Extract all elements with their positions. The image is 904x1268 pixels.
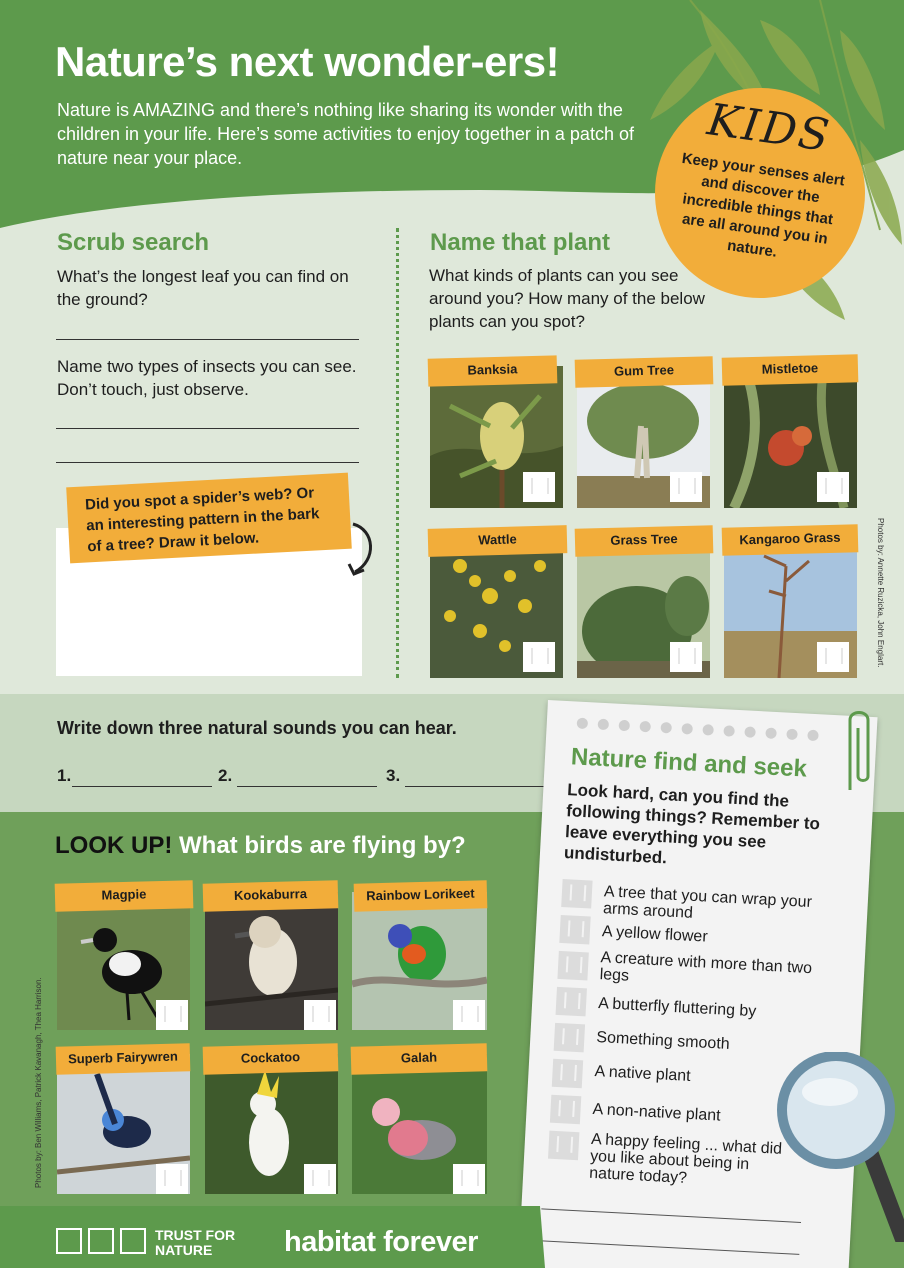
plant-label: Kangaroo Grass: [722, 524, 859, 556]
find-item: A butterfly fluttering by: [597, 995, 757, 1021]
bird-label: Magpie: [55, 880, 194, 912]
find-item: A yellow flower: [601, 923, 709, 946]
photo-watermark: [156, 1000, 188, 1030]
photo-watermark: [817, 472, 849, 502]
answer-line[interactable]: [56, 339, 359, 340]
bird-label: Cockatoo: [203, 1043, 339, 1075]
checkbox[interactable]: [554, 1023, 585, 1053]
name-that-plant-heading: Name that plant: [430, 229, 611, 256]
find-and-seek-heading: Nature find and seek: [570, 743, 808, 783]
photo-watermark: [453, 1000, 485, 1030]
find-item: A happy feeling ... what did you like about being in nature today?: [588, 1130, 783, 1187]
find-item: A creature with more than two legs: [599, 949, 813, 985]
kids-badge-word: KIDS: [704, 94, 834, 162]
bird-label: Rainbow Lorikeet: [354, 880, 488, 911]
paperclip-icon: [840, 706, 876, 796]
trust-for-nature-logo: [155, 1228, 235, 1258]
plant-label: Wattle: [428, 525, 568, 557]
photo-watermark: [670, 642, 702, 672]
tfn-logo-tile: [56, 1228, 82, 1254]
sound-label-1: 1.: [57, 766, 72, 785]
bird-label: Superb Fairywren: [56, 1043, 191, 1074]
notepad-holes: [576, 716, 829, 747]
tfn-logo-line-1: TRUST FOR: [155, 1227, 236, 1243]
habitat-forever-logo: habitat forever: [284, 1226, 478, 1258]
sounds-question: Write down three natural sounds you can hear.: [57, 718, 457, 738]
find-item: Something smooth: [595, 1029, 731, 1053]
sound-label-3: 3.: [386, 766, 401, 785]
look-up-label: LOOK UP!: [55, 832, 173, 859]
plant-card-banksia: [430, 366, 563, 508]
find-item: A non-native plant: [592, 1100, 721, 1125]
scrub-search-question-2: Name two types of insects you can see. Don’t touch, just observe.: [57, 357, 357, 399]
section-divider: [396, 228, 399, 678]
checkbox[interactable]: [552, 1059, 583, 1089]
plant-card-mistletoe: [724, 366, 857, 508]
scrub-search-heading: Scrub search: [57, 229, 210, 256]
tfn-logo-tile: [120, 1228, 146, 1254]
checkbox[interactable]: [561, 879, 592, 909]
checkbox[interactable]: [559, 915, 590, 945]
find-item: A native plant: [594, 1062, 692, 1085]
find-item: A tree that you can wrap your arms around: [602, 883, 813, 922]
photo-watermark: [304, 1000, 336, 1030]
plant-photo-credit: Photos by: Annette Ruzicka, John Englart.: [876, 518, 885, 668]
bird-label: Kookaburra: [203, 880, 339, 912]
checkbox[interactable]: [550, 1095, 581, 1125]
plant-card-kangaroo-grass: [724, 536, 857, 678]
checkbox[interactable]: [548, 1131, 579, 1161]
sound-label-2: 2.: [218, 766, 233, 785]
bird-card-superb-fairywren: [57, 1054, 190, 1194]
plant-card-wattle: [430, 536, 563, 678]
bird-label: Galah: [351, 1043, 488, 1075]
spider-web-note: Did you spot a spider’s web? Or an interesting pattern in the bark of a tree? Draw it below.: [66, 473, 352, 564]
plant-card-grass-tree: [577, 536, 710, 678]
name-that-plant-question: What kinds of plants can you see around you? How many of the below plants can you spot?: [429, 266, 705, 331]
tfn-logo-line-2: NATURE: [155, 1242, 213, 1258]
photo-watermark: [523, 642, 555, 672]
answer-line[interactable]: [56, 462, 359, 463]
photo-watermark: [670, 472, 702, 502]
bird-card-kookaburra: [205, 892, 338, 1030]
plant-label: Gum Tree: [575, 356, 714, 388]
bird-photo-credit: Photos by: Ben Williams, Patrick Kavanagh, Thea Harrison.: [34, 977, 43, 1188]
photo-watermark: [523, 472, 555, 502]
bird-card-rainbow-lorikeet: [352, 892, 487, 1030]
page-title: Nature’s next wonder-ers!: [55, 38, 560, 85]
checkbox[interactable]: [557, 951, 588, 981]
kids-badge-text: Keep your senses alert and discover the incredible things that are all around you in nature.: [680, 149, 846, 261]
plant-label: Mistletoe: [722, 354, 859, 386]
birds-heading: [55, 832, 466, 860]
curved-arrow-icon: [345, 520, 377, 578]
plant-label: Grass Tree: [575, 525, 714, 557]
photo-watermark: [156, 1164, 188, 1194]
find-and-seek-question: Look hard, can you find the following things? Remember to leave everything you see undisturbed.: [563, 780, 821, 868]
photo-watermark: [453, 1164, 485, 1194]
bird-card-magpie: [57, 892, 190, 1030]
photo-watermark: [817, 642, 849, 672]
bird-card-cockatoo: [205, 1054, 338, 1194]
scrub-search-question-1: What’s the longest leaf you can find on the ground?: [57, 267, 349, 309]
birds-question: What birds are flying by?: [179, 832, 466, 859]
intro-text: Nature is AMAZING and there’s nothing like sharing its wonder with the children in your life. Here’s some activities to enjoy together in a patch of nature near your place.: [57, 100, 634, 168]
sound-answer-line-1[interactable]: [72, 786, 212, 787]
plant-card-gum-tree: [577, 366, 710, 508]
sound-answer-line-2[interactable]: [237, 786, 377, 787]
answer-line[interactable]: [56, 428, 359, 429]
sound-answer-line-3[interactable]: [405, 786, 545, 787]
photo-watermark: [304, 1164, 336, 1194]
tfn-logo-tile: [88, 1228, 114, 1254]
bird-card-galah: [352, 1054, 487, 1194]
plant-label: Banksia: [428, 355, 558, 386]
checkbox[interactable]: [556, 987, 587, 1017]
